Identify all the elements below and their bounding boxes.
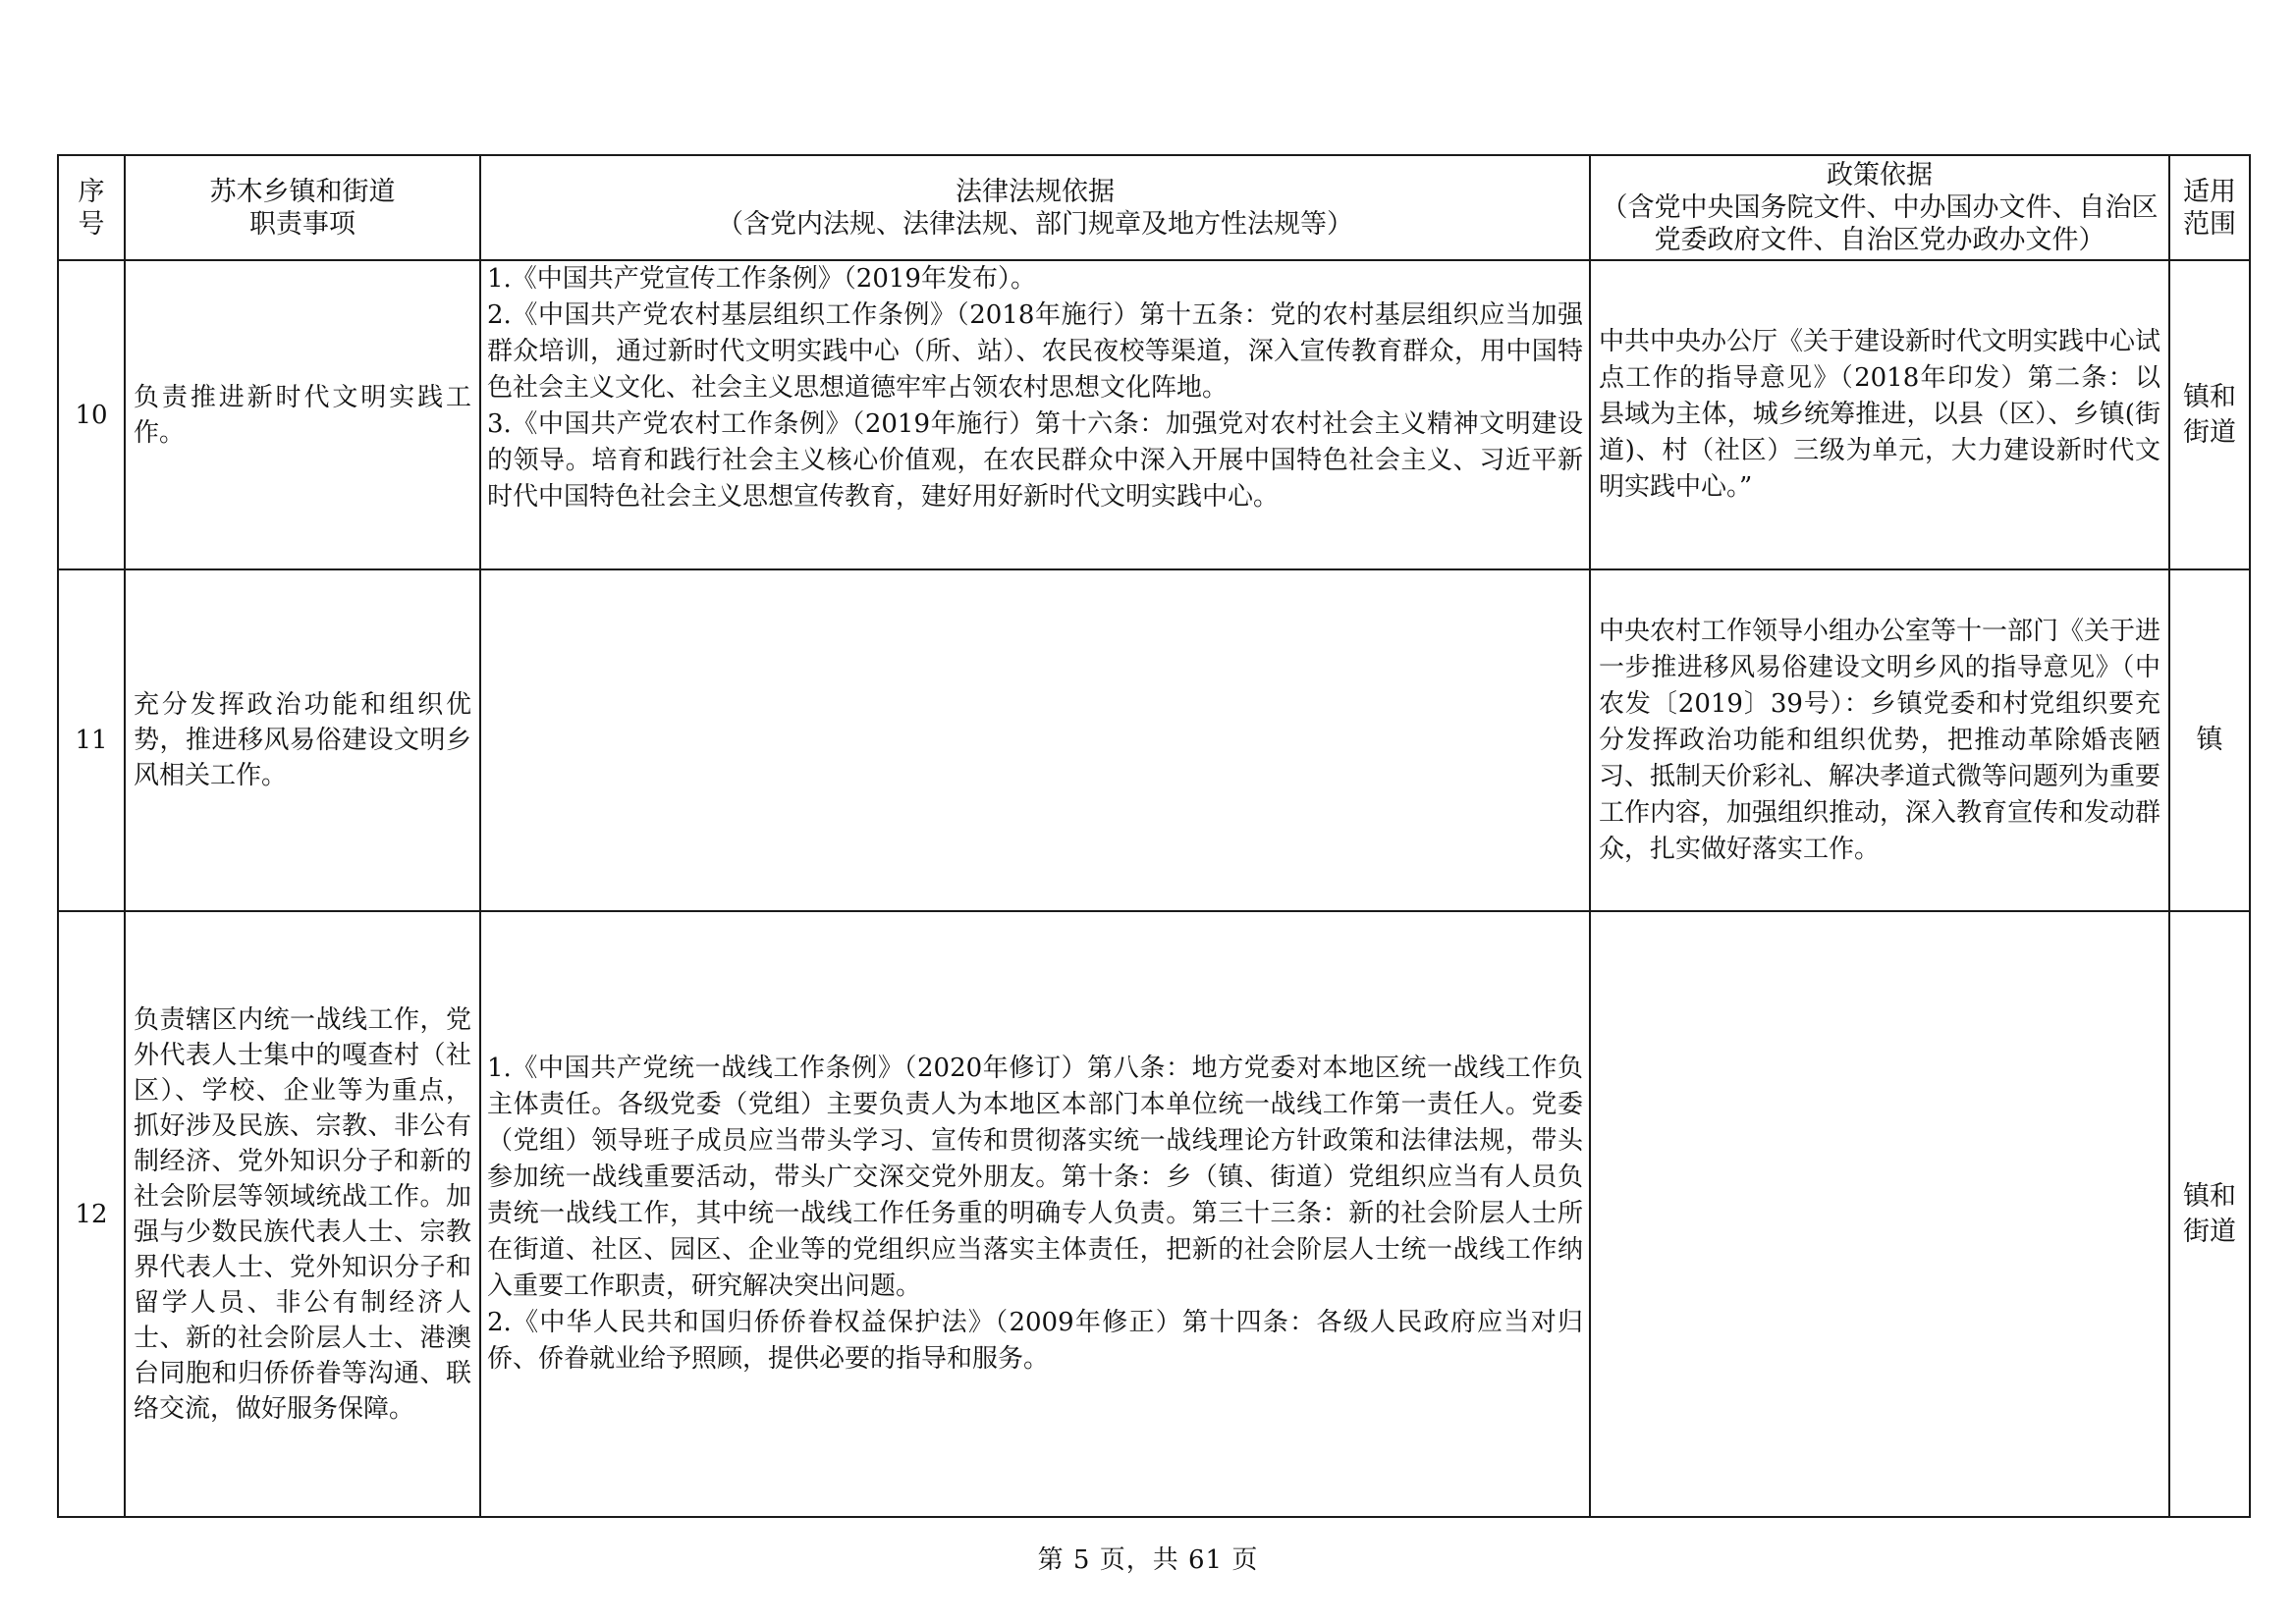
policy-text: 中央农村工作领导小组办公室等十一部门《关于进一步推进移风易俗建设文明乡风的指导意见》（中农发〔2019〕39号）：乡镇党委和村党组织要充分发挥政治功能和组织优势，把推动革除婚丧陋习、抵制天价彩礼、解决孝道式微等问题列为重要工作内容，加强组织推动，深入教育宣传和发动群众，扎实做好落实工作。	[1599, 616, 2161, 864]
header-scope-label: 适用范围	[2183, 176, 2236, 240]
law-text: 1.《中国共产党统一战线工作条例》（2020年修订）第八条：地方党委对本地区统一战线工作负主体责任。各级党委（党组）主要负责人为本地区本部门本单位统一战线工作第一责任人。党委（党组）领导班子成员应当带头学习、宣传和贯彻落实统一战线理论方针政策和法律法规，带头参加统一战线重要活动，带头广交深交党外朋友。第十条：乡（镇、街道）党组织应当有人员负责统一战线工作，其中统一战线工作任务重的明确专人负责。第三十三条：新的社会阶层人士所在街道、社区、园区、企业等的党组织应当落实主体责任，把新的社会阶层人士统一战线工作纳入重要工作职责，研究解决突出问题。 2.《中华人民共和国归侨侨眷权益保护法》（2009年修正）第十四条：各级人民政府应当对归侨、侨眷就业给予照顾，提供必要的指导和服务。	[487, 1054, 1583, 1374]
header-seq-label: 序号	[78, 176, 105, 240]
table-row	[58, 260, 2250, 569]
page-number: 第 5 页，共 61 页	[1037, 1545, 1259, 1575]
header-duty-line2: 职责事项	[249, 208, 355, 240]
policy-text: 中共中央办公厅《关于建设新时代文明实践中心试点工作的指导意见》（2018年印发）第二条：以县域为主体，城乡统筹推进，以县（区）、乡镇(街道)、村（社区）三级为单元，大力建设新时代文明实践中心。”	[1599, 327, 2161, 502]
row-law	[480, 911, 1590, 1517]
header-scope	[2169, 155, 2250, 260]
header-seq	[58, 155, 125, 260]
row-duty	[125, 911, 480, 1517]
scope-text: 镇和街道	[2183, 1180, 2236, 1247]
table-header-row	[58, 155, 2250, 260]
scope-text: 镇	[2196, 725, 2223, 755]
row-scope	[2169, 260, 2250, 569]
row-duty	[125, 260, 480, 569]
table-row	[58, 911, 2250, 1517]
row-law	[480, 260, 1590, 569]
scope-text: 镇和街道	[2183, 381, 2236, 448]
header-policy	[1590, 155, 2169, 260]
row-scope	[2169, 911, 2250, 1517]
row-scope	[2169, 569, 2250, 911]
header-policy-line2: （含党中央国务院文件、中办国办文件、自治区党委政府文件、自治区党办政办文件）	[1601, 192, 2159, 255]
row-seq: 12	[58, 911, 125, 1517]
duty-table	[57, 154, 2251, 1518]
header-law-line2: （含党内法规、法律法规、部门规章及地方性法规等）	[717, 208, 1353, 240]
duty-text: 充分发挥政治功能和组织优势，推进移风易俗建设文明乡风相关工作。	[134, 690, 471, 790]
duty-text: 负责辖区内统一战线工作，党外代表人士集中的嘎查村（社区）、学校、企业等为重点，抓好涉及民族、宗教、非公有制经济、党外知识分子和新的社会阶层等领域统战工作。加强与少数民族代表人士、宗教界代表人士、党外知识分子和留学人员、非公有制经济人士、新的社会阶层人士、港澳台同胞和归侨侨眷等沟通、联络交流，做好服务保障。	[134, 1004, 471, 1424]
header-policy-line1: 政策依据	[1827, 160, 1933, 190]
header-law	[480, 155, 1590, 260]
row-seq: 11	[58, 569, 125, 911]
header-duty-line1: 苏木乡镇和街道	[209, 176, 396, 207]
header-duty	[125, 155, 480, 260]
row-policy	[1590, 260, 2169, 569]
row-seq: 10	[58, 260, 125, 569]
row-duty	[125, 569, 480, 911]
law-text: 1.《中国共产党宣传工作条例》（2019年发布）。 2.《中国共产党农村基层组织工作条例》（2018年施行）第十五条：党的农村基层组织应当加强群众培训，通过新时代文明实践中心（所、站）、农民夜校等渠道，深入宣传教育群众，用中国特色社会主义文化、社会主义思想道德牢牢占领农村思想文化阵地。 3.《中国共产党农村工作条例》（2019年施行）第十六条：加强党对农村社会主义精神文明建设的领导。培育和践行社会主义核心价值观，在农民群众中深入开展中国特色社会主义、习近平新时代中国特色社会主义思想宣传教育，建好用好新时代文明实践中心。	[487, 264, 1583, 512]
table-row	[58, 569, 2250, 911]
row-policy	[1590, 569, 2169, 911]
row-law	[480, 569, 1590, 911]
header-law-line1: 法律法规依据	[956, 176, 1115, 207]
duty-text: 负责推进新时代文明实践工作。	[134, 382, 471, 448]
row-policy	[1590, 911, 2169, 1517]
